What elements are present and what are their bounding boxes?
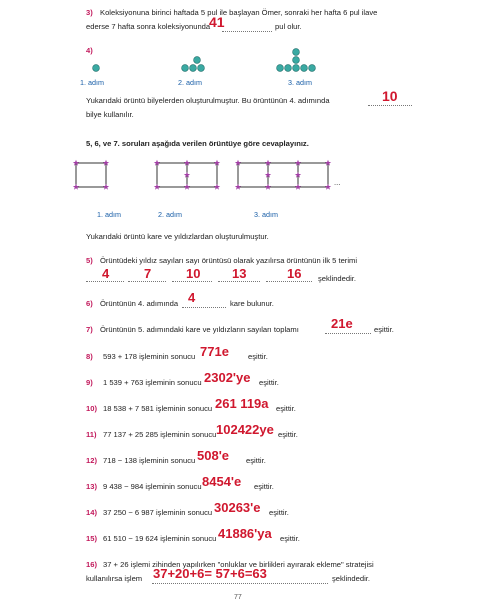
q3-blank	[222, 31, 272, 32]
section-heading: 5, 6, ve 7. soruları aşağıda verilen örüntüye göre cevaplayınız.	[86, 139, 309, 148]
q16-line2a: kullanılırsa işlem	[86, 574, 143, 583]
q5-answer-2: 7	[144, 266, 152, 281]
q12-number: 12)	[86, 456, 97, 465]
q4-line2: bilye kullanılır.	[86, 110, 134, 119]
q9-answer: 2302'ye	[204, 370, 251, 385]
q8-number: 8)	[86, 352, 93, 361]
q13-tail: eşittir.	[254, 482, 274, 491]
q8-answer: 771e	[200, 344, 229, 359]
marble-pattern	[0, 48, 479, 138]
q3-number: 3)	[86, 8, 93, 17]
q7-text-b: eşittir.	[374, 325, 394, 334]
q7-text-a: Örüntünün 5. adımındaki kare ve yıldızların sayıları toplamı	[100, 325, 299, 334]
q8-tail: eşittir.	[248, 352, 268, 361]
q14-expr: 37 250 − 6 987 işleminin sonucu	[103, 508, 213, 517]
q15-answer: 41886'ya	[218, 526, 272, 541]
q5-answer-4: 13	[232, 266, 247, 281]
q11-expr: 77 137 + 25 285 işleminin sonucu	[103, 430, 217, 439]
q16-number: 16)	[86, 560, 97, 569]
q3-line2b: pul olur.	[275, 22, 302, 31]
q4-step-2: 2. adım	[178, 78, 202, 87]
q5-answer-3: 10	[186, 266, 201, 281]
q5-answer-5: 16	[287, 266, 302, 281]
q8-expr: 593 + 178 işleminin sonucu	[103, 352, 196, 361]
q3-line2a: ederse 7 hafta sonra koleksiyonunda	[86, 22, 211, 31]
q6-answer: 4	[188, 290, 196, 305]
q10-number: 10)	[86, 404, 97, 413]
q5-number: 5)	[86, 256, 93, 265]
q14-tail: eşittir.	[269, 508, 289, 517]
q5-line1: Örüntüdeki yıldız sayıları sayı örüntüsü olarak yazılırsa örüntünün ilk 5 terimi	[100, 256, 358, 265]
q9-number: 9)	[86, 378, 93, 387]
square-star-pattern	[0, 152, 479, 212]
section-step-1: 1. adım	[97, 210, 121, 219]
q4-step-1: 1. adım	[80, 78, 104, 87]
q15-number: 15)	[86, 534, 97, 543]
page-number: 77	[234, 594, 242, 601]
q13-answer: 8454'e	[202, 474, 242, 489]
section-step-2: 2. adım	[158, 210, 182, 219]
q11-tail: eşittir.	[278, 430, 298, 439]
q5-blank-1	[86, 281, 124, 282]
pattern-ellipsis: ...	[334, 178, 341, 187]
q7-number: 7)	[86, 325, 93, 334]
q4-number: 4)	[86, 46, 93, 55]
section-step-3: 3. adım	[254, 210, 278, 219]
q9-expr: 1 539 + 763 işleminin sonucu	[103, 378, 202, 387]
q15-tail: eşittir.	[280, 534, 300, 543]
q6-text-a: Örüntünün 4. adımında	[100, 299, 179, 308]
q14-number: 14)	[86, 508, 97, 517]
q5-tail: şeklindedir.	[318, 274, 356, 283]
q11-answer: 102422ye	[216, 422, 274, 437]
q12-answer: 508'e	[197, 448, 230, 463]
q7-blank	[325, 333, 371, 334]
section-description: Yukarıdaki örüntü kare ve yıldızlardan oluşturulmuştur.	[86, 232, 269, 241]
q12-expr: 718 − 138 işleminin sonucu	[103, 456, 196, 465]
q6-number: 6)	[86, 299, 93, 308]
q14-answer: 30263'e	[214, 500, 261, 515]
q13-number: 13)	[86, 482, 97, 491]
q4-blank	[368, 105, 412, 106]
q16-blank	[152, 583, 328, 584]
q11-number: 11)	[86, 430, 97, 439]
q10-answer: 261 119a	[215, 396, 269, 411]
q3-line1: Koleksiyonuna birinci haftada 5 pul ile başlayan Ömer, sonraki her hafta 6 pul ilave	[100, 8, 378, 17]
q9-tail: eşittir.	[259, 378, 279, 387]
q13-expr: 9 438 − 984 işleminin sonucu	[103, 482, 202, 491]
q10-tail: eşittir.	[276, 404, 296, 413]
q6-text-b: kare bulunur.	[230, 299, 274, 308]
q10-expr: 18 538 + 7 581 işleminin sonucu	[103, 404, 213, 413]
q3-answer: 41	[209, 14, 225, 30]
q15-expr: 61 510 − 19 624 işleminin sonucu	[103, 534, 217, 543]
q5-answer-1: 4	[102, 266, 110, 281]
q4-step-3: 3. adım	[288, 78, 312, 87]
q4-answer: 10	[382, 88, 398, 104]
q5-blank-5	[266, 281, 312, 282]
q5-blank-4	[218, 281, 260, 282]
q16-line1: 37 + 26 işlemi zihinden yapılırken "onluklar ve birlikleri ayırarak ekleme" stratejisi	[103, 560, 374, 569]
q7-answer: 21e	[331, 316, 353, 331]
q4-line1a: Yukarıdaki örüntü bilyelerden oluşturulmuştur. Bu örüntünün 4. adımında	[86, 96, 330, 105]
q6-blank	[182, 307, 226, 308]
q16-answer: 37+20+6= 57+6=63	[153, 566, 267, 581]
q16-line2b: şeklindedir.	[332, 574, 370, 583]
q5-blank-2	[128, 281, 166, 282]
q5-blank-3	[172, 281, 212, 282]
q12-tail: eşittir.	[246, 456, 266, 465]
